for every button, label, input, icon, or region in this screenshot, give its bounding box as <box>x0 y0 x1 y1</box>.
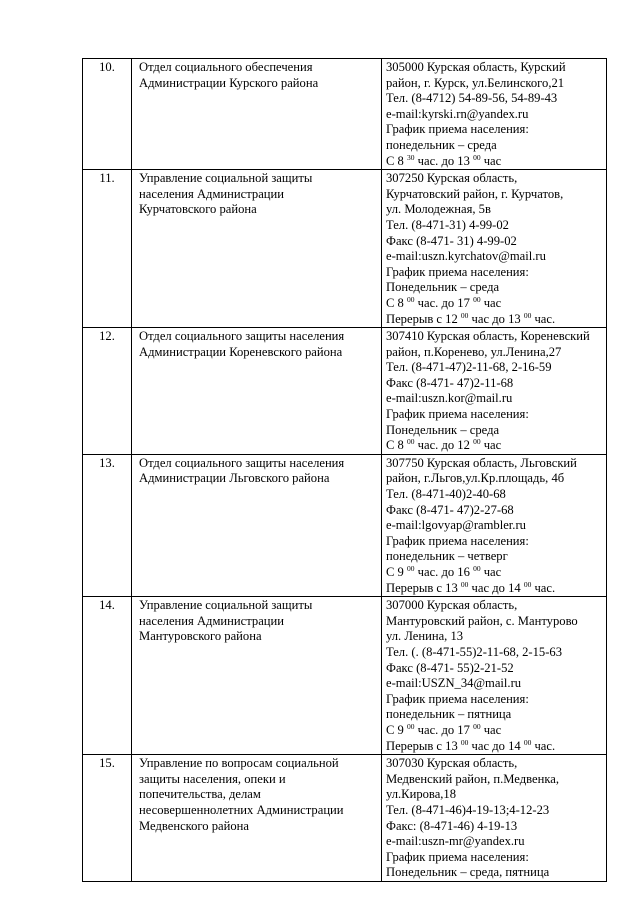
schedule-text: час. до 17 <box>414 295 474 310</box>
table-row <box>83 328 607 455</box>
row-number: 10. <box>83 59 132 170</box>
schedule-line <box>386 723 606 739</box>
contact-line: Понедельник – среда <box>386 280 500 295</box>
department-name-line: Отдел социального защиты населения <box>139 329 345 344</box>
contact-line: 307750 Курская область, Льговский <box>386 455 577 470</box>
schedule-minutes: 00 <box>473 437 481 447</box>
schedule-text: час. до 12 <box>414 438 474 453</box>
schedule-line <box>386 438 606 454</box>
table-body <box>83 59 607 882</box>
contact-info <box>382 59 607 170</box>
schedule-text: час. до 16 <box>414 565 474 579</box>
department-name-line: населения Администрации <box>139 613 285 628</box>
contact-line: График приема населения: <box>386 122 529 137</box>
department-name-line: Управление социальной защиты <box>139 598 313 613</box>
contact-line: понедельник – пятница <box>386 707 512 722</box>
contact-info <box>382 170 607 328</box>
schedule-text: С 9 <box>386 565 407 579</box>
contact-line: ул. Ленина, 13 <box>386 629 464 644</box>
schedule-minutes: 00 <box>407 294 415 304</box>
schedule-text: С 8 <box>386 153 407 168</box>
table-row <box>83 597 607 755</box>
row-number: 12. <box>83 328 132 455</box>
schedule-text: час до 14 <box>468 580 524 595</box>
schedule-text: час до 13 <box>468 311 524 326</box>
schedule-text: час. <box>531 738 556 753</box>
contact-line: График приема населения: <box>386 407 529 422</box>
schedule-minutes: 00 <box>460 310 469 320</box>
department-name-line: защиты населения, опеки и <box>139 771 286 786</box>
schedule-text: С 8 <box>386 438 407 453</box>
table-row <box>83 755 607 882</box>
contact-line: Тел. (8-471-46)4-19-13;4-12-23 <box>386 802 550 817</box>
schedule-text: час. <box>531 311 556 326</box>
contact-line: e-mail:kyrski.rn@yandex.ru <box>386 106 529 121</box>
contact-line: ул. Молодежная, 5в <box>386 202 491 217</box>
department-name-line: Администрации Курского района <box>139 75 319 90</box>
contact-line: Тел. (8-471-40)2-40-68 <box>386 487 506 502</box>
schedule-minutes: 00 <box>473 721 481 731</box>
department-name-line: Управление по вопросам социальной <box>139 756 339 771</box>
contact-line: Понедельник – среда, пятница <box>386 865 550 880</box>
department-name-line: попечительства, делам <box>139 787 261 802</box>
contact-line: 307030 Курская область, <box>386 756 518 771</box>
contact-line: Факс (8-471- 55)2-21-52 <box>386 660 514 675</box>
schedule-text: час. <box>531 580 556 595</box>
schedule-line <box>386 739 606 755</box>
department-name <box>132 597 382 755</box>
department-name-line: несовершеннолетних Администрации <box>139 802 344 817</box>
contact-line: e-mail:uszn.kor@mail.ru <box>386 391 513 406</box>
department-name-line: Медвенского района <box>139 818 249 833</box>
schedule-text: Перерыв с 12 <box>386 311 461 326</box>
schedule-text: С 9 <box>386 722 407 737</box>
row-number: 13. <box>83 454 132 596</box>
department-name-line: Мантуровского района <box>139 629 262 644</box>
department-name <box>132 454 382 596</box>
contact-line: 305000 Курская область, Курский <box>386 60 566 74</box>
schedule-minutes: 00 <box>407 437 415 447</box>
schedule-minutes: 00 <box>460 579 469 589</box>
schedule-text: Перерыв с 13 <box>386 738 461 753</box>
schedule-minutes: 00 <box>407 721 415 731</box>
department-name-line: Администрации Льговского района <box>139 471 330 486</box>
contact-info <box>382 755 607 882</box>
contact-info <box>382 597 607 755</box>
schedule-minutes: 00 <box>460 737 469 747</box>
schedule-line <box>386 565 606 581</box>
row-number: 15. <box>83 755 132 882</box>
contact-line: Курчатовский район, г. Курчатов, <box>386 186 564 201</box>
schedule-text: час до 14 <box>468 738 524 753</box>
department-name-line: Администрации Кореневского района <box>139 344 343 359</box>
schedule-text: час <box>480 722 502 737</box>
contact-info <box>382 454 607 596</box>
schedule-line <box>386 312 606 328</box>
contact-line: район, г. Курск, ул.Белинского,21 <box>386 75 565 90</box>
row-number: 14. <box>83 597 132 755</box>
contact-line: График приема населения: <box>386 691 529 706</box>
table-row <box>83 170 607 328</box>
schedule-text: час. до 13 <box>414 153 474 168</box>
table-row <box>83 454 607 596</box>
department-name-line: Управление социальной защиты <box>139 171 313 186</box>
contact-line: Факс (8-471- 31) 4-99-02 <box>386 233 517 248</box>
contact-line: e-mail:lgovyap@rambler.ru <box>386 518 526 533</box>
contact-line: График приема населения: <box>386 849 529 864</box>
contact-line: понедельник – среда <box>386 137 497 152</box>
schedule-minutes: 00 <box>523 737 532 747</box>
schedule-minutes: 30 <box>407 152 415 162</box>
schedule-minutes: 00 <box>523 579 532 589</box>
department-name-line: Отдел социального защиты населения <box>139 455 345 470</box>
schedule-text: час <box>480 438 502 453</box>
table-row <box>83 59 607 170</box>
department-name <box>132 328 382 455</box>
contact-line: 307410 Курская область, Кореневский <box>386 329 590 344</box>
schedule-line <box>386 296 606 312</box>
department-name <box>132 755 382 882</box>
contact-line: Тел. (8-471-31) 4-99-02 <box>386 217 509 232</box>
schedule-text: час <box>480 153 502 168</box>
department-name <box>132 170 382 328</box>
schedule-line <box>386 581 606 597</box>
row-number: 11. <box>83 170 132 328</box>
contact-line: район, г.Льгов,ул.Кр.площадь, 4б <box>386 471 565 486</box>
schedule-text: час <box>480 295 502 310</box>
contact-line: e-mail:uszn.kyrchatov@mail.ru <box>386 249 546 264</box>
schedule-minutes: 00 <box>523 310 532 320</box>
contact-line: График приема населения: <box>386 533 529 548</box>
contact-line: 307000 Курская область, <box>386 598 518 613</box>
contact-line: ул.Кирова,18 <box>386 787 457 802</box>
schedule-text: час. до 17 <box>414 722 474 737</box>
contact-line: Понедельник – среда <box>386 422 500 437</box>
contact-line: Медвенский район, п.Медвенка, <box>386 771 559 786</box>
schedule-minutes: 00 <box>473 294 481 304</box>
contact-line: Тел. (8-471-47)2-11-68, 2-16-59 <box>386 360 552 375</box>
schedule-line <box>386 154 606 170</box>
department-name-line: Отдел социального обеспечения <box>139 60 313 74</box>
department-name-line: населения Администрации <box>139 186 285 201</box>
contact-info <box>382 328 607 455</box>
schedule-text: час <box>480 565 502 579</box>
contact-line: район, п.Коренево, ул.Ленина,27 <box>386 344 562 359</box>
department-name <box>132 59 382 170</box>
contact-line: e-mail:USZN_34@mail.ru <box>386 676 522 691</box>
contact-line: Мантуровский район, с. Мантурово <box>386 613 578 628</box>
contact-line: понедельник – четверг <box>386 549 508 564</box>
contact-line: График приема населения: <box>386 264 529 279</box>
department-name-line: Курчатовского района <box>139 202 257 217</box>
schedule-text: С 8 <box>386 295 407 310</box>
contact-line: Тел. (8-4712) 54-89-56, 54-89-43 <box>386 91 558 106</box>
schedule-minutes: 00 <box>407 564 415 573</box>
schedule-minutes: 00 <box>473 564 481 573</box>
contact-line: 307250 Курская область, <box>386 171 518 186</box>
contact-line: Факс (8-471- 47)2-11-68 <box>386 375 514 390</box>
schedule-text: Перерыв с 13 <box>386 580 461 595</box>
contact-line: Тел. (. (8-471-55)2-11-68, 2-15-63 <box>386 644 563 659</box>
contact-line: Факс (8-471- 47)2-27-68 <box>386 502 514 517</box>
departments-table <box>82 58 607 882</box>
contact-line: Факс: (8-471-46) 4-19-13 <box>386 818 518 833</box>
contact-line: e-mail:uszn-mr@yandex.ru <box>386 834 525 849</box>
schedule-minutes: 00 <box>473 152 481 162</box>
